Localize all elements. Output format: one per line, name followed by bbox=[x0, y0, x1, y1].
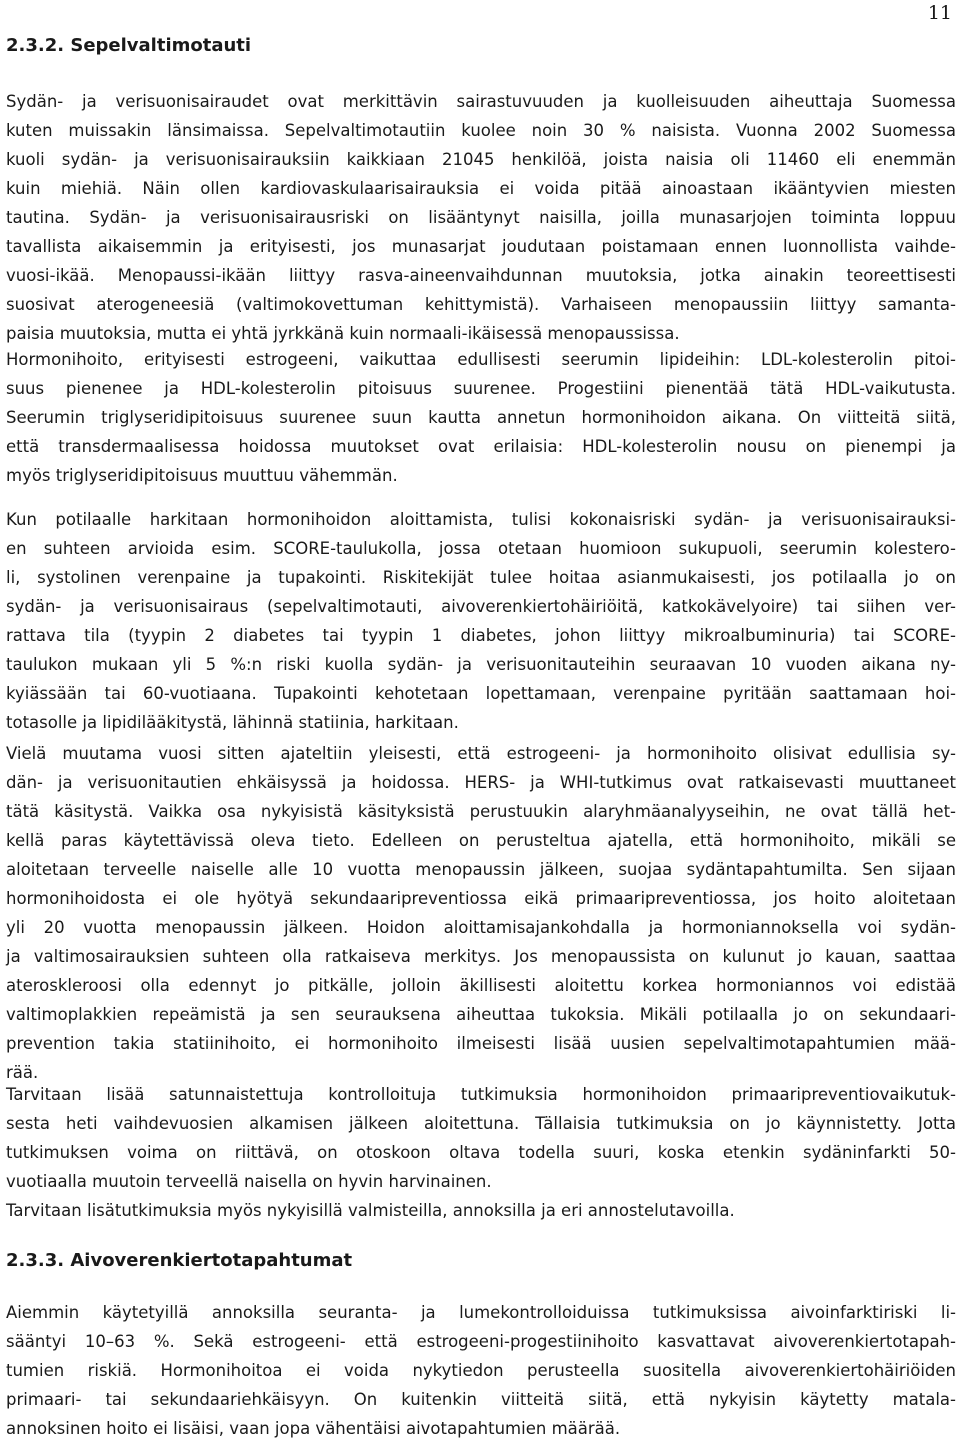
text-line: Aiemmin käytetyillä annoksilla seuranta- ja lumekontrolloiduissa tutkimuksissa aivoinfarktiriski li- bbox=[6, 1303, 956, 1322]
text-line: taulukon mukaan yli 5 %:n riski kuolla sydän- ja verisuonitauteihin seuraavan 10 vuoden aikana ny- bbox=[6, 655, 956, 674]
text-line: tumien riskiä. Hormonihoitoa ei voida nykytiedon perusteella suositella aivoverenkiertohäiriöiden bbox=[6, 1361, 956, 1380]
text-line: tutkimuksen voima on riittävä, on otoskoon oltava todella suuri, koska etenkin sydäninfarkti 50- bbox=[6, 1143, 956, 1162]
text-line: rattava tila (tyypin 2 diabetes tai tyypin 1 diabetes, johon liittyy mikroalbuminuria) tai SCORE- bbox=[6, 626, 956, 645]
text-line: annoksinen hoito ei lisäisi, vaan jopa vähentäisi aivotapahtumien määrää. bbox=[6, 1419, 621, 1438]
text-line: kellä paras käytettävissä oleva tieto. Edelleen on perusteltua ajatella, että hormonihoito, mikäli se bbox=[6, 831, 956, 850]
text-line: Tarvitaan lisää satunnaistettuja kontrolloituja tutkimuksia hormonihoidon primaaripreventiovaikutuk- bbox=[6, 1085, 956, 1104]
text-line: ateroskleroosi olla edennyt jo pitkälle, jolloin äkillisesti aloitettu korkea hormoniannos voi edistää bbox=[6, 976, 956, 995]
text-line: että transdermaalisessa hoidossa muutokset ovat erilaisia: HDL-kolesterolin nousu on pienempi ja bbox=[6, 437, 956, 456]
text-line: sääntyi 10–63 %. Sekä estrogeeni- että estrogeeni-progestiinihoito kasvattavat aivoverenkiertotapah- bbox=[6, 1332, 956, 1351]
text-line: sydän- ja verisuonisairaus (sepelvaltimotauti, aivoverenkiertohäiriöitä, katkokävelyoire) tai siihen ver- bbox=[6, 597, 956, 616]
text-line: prevention takia statiinihoito, ei hormonihoito ilmeisesti lisää uusien sepelvaltimotapahtumien mää- bbox=[6, 1034, 956, 1053]
text-line: Kun potilaalle harkitaan hormonihoidon aloittamista, tulisi kokonaisriski sydän- ja verisuonisairauksi- bbox=[6, 510, 956, 529]
text-line: myös triglyseridipitoisuus muuttuu vähemmän. bbox=[6, 466, 398, 485]
text-line: vuosi-ikää. Menopaussi-ikään liittyy rasva-aineenvaihdunnan muutoksia, jotka ainakin teoreettisesti bbox=[6, 266, 956, 285]
section-heading-sepelvaltimotauti: 2.3.2. Sepelvaltimotauti bbox=[6, 35, 252, 56]
text-line: li, systolinen verenpaine ja tupakointi. Riskitekijät tulee hoitaa asianmukaisesti, jos potilaalla jo on bbox=[6, 568, 956, 587]
text-line: hormonihoidosta ei ole hyötyä sekundaaripreventiossa eikä primaaripreventiossa, jos hoito aloitetaan bbox=[6, 889, 956, 908]
text-line: suus pienenee ja HDL-kolesterolin pitoisuus suurenee. Progestiini pienentää tätä HDL-vaikutusta. bbox=[6, 379, 956, 398]
paragraph bbox=[6, 505, 956, 737]
text-line: vuotiaalla muutoin terveellä naisella on hyvin harvinainen. bbox=[6, 1172, 492, 1191]
text-line: totasolle ja lipidilääkitystä, lähinnä statiinia, harkitaan. bbox=[6, 713, 459, 732]
text-line: sesta heti vaihdevuosien alkamisen jälkeen aloitettuna. Tällaisia tutkimuksia on jo käynnistetty. Jotta bbox=[6, 1114, 956, 1133]
text-line: tautina. Sydän- ja verisuonisairausriski on lisääntynyt naisilla, joilla munasarjojen toiminta loppuu bbox=[6, 208, 956, 227]
paragraph bbox=[6, 1298, 956, 1443]
text-line: en suhteen arvioida esim. SCORE-taulukolla, jossa otetaan huomioon sukupuoli, seerumin kolestero- bbox=[6, 539, 956, 558]
text-line: kyiässään tai 60-vuotiaana. Tupakointi kehotetaan lopettamaan, verenpaine pyritään saattamaan hoi- bbox=[6, 684, 956, 703]
text-line: ja valtimosairauksien suhteen olla ratkaiseva merkitys. Jos menopaussista on kulunut jo kauan, saattaa bbox=[6, 947, 956, 966]
text-line: Sydän- ja verisuonisairaudet ovat merkittävin sairastuvuuden ja kuolleisuuden aiheuttaja Suomessa bbox=[6, 92, 956, 111]
paragraph bbox=[6, 87, 956, 348]
paragraph bbox=[6, 1080, 956, 1225]
text-line: Hormonihoito, erityisesti estrogeeni, vaikuttaa edullisesti seerumin lipideihin: LDL-kolesterolin pitoi- bbox=[6, 350, 956, 369]
text-line: kuoli sydän- ja verisuonisairauksiin kaikkiaan 21045 henkilöä, joista naisia oli 11460 eli enemmän bbox=[6, 150, 956, 169]
text-line: primaari- tai sekundaariehkäisyyn. On kuitenkin viitteitä siitä, että nykyisin käytetty matala- bbox=[6, 1390, 956, 1409]
page-number: 11 bbox=[927, 2, 952, 24]
text-line: tätä käsitystä. Vaikka osa nykyisistä käsityksistä perustuukin alaryhmäanalyyseihin, ne ovat tällä het- bbox=[6, 802, 956, 821]
text-line: kuten muissakin länsimaissa. Sepelvaltimotautiin kuolee noin 30 % naisista. Vuonna 2002 Suomessa bbox=[6, 121, 956, 140]
text-line: aloitetaan terveelle naiselle alle 10 vuotta menopaussin jälkeen, suojaa sydäntapahtumilta. Sen sijaan bbox=[6, 860, 956, 879]
text-line: paisia muutoksia, mutta ei yhtä jyrkkänä kuin normaali-ikäisessä menopaussissa. bbox=[6, 324, 680, 343]
text-line: suosivat aterogeneesiä (valtimokovettuman kehittymistä). Varhaiseen menopaussiin liittyy samanta- bbox=[6, 295, 956, 314]
text-line: rää. bbox=[6, 1063, 39, 1082]
text-line: yli 20 vuotta menopaussin jälkeen. Hoidon aloittamisajankohdalla ja hormoniannoksella voi sydän- bbox=[6, 918, 956, 937]
section-heading-aivoverenkiertotapahtumat: 2.3.3. Aivoverenkiertotapahtumat bbox=[6, 1250, 353, 1271]
text-line: Seerumin triglyseridipitoisuus suurenee suun kautta annetun hormonihoidon aikana. On viitteitä siitä, bbox=[6, 408, 956, 427]
text-line: dän- ja verisuonitautien ehkäisyssä ja hoidossa. HERS- ja WHI-tutkimus ovat ratkaisevasti muuttaneet bbox=[6, 773, 956, 792]
paragraph bbox=[6, 345, 956, 490]
paragraph bbox=[6, 739, 956, 1087]
text-line: Tarvitaan lisätutkimuksia myös nykyisillä valmisteilla, annoksilla ja eri annostelutavoilla. bbox=[6, 1201, 735, 1220]
text-line: Vielä muutama vuosi sitten ajateltiin yleisesti, että estrogeeni- ja hormonihoito olisivat edullisia sy- bbox=[6, 744, 956, 763]
text-line: tavallista aikaisemmin ja erityisesti, jos munasarjat joudutaan poistamaan ennen luonnollista vaihde- bbox=[6, 237, 956, 256]
text-line: valtimoplakkien repeämistä ja sen seurauksena aiheuttaa tukoksia. Mikäli potilaalla jo on sekundaari- bbox=[6, 1005, 956, 1024]
text-line: kuin miehiä. Näin ollen kardiovaskulaarisairauksia ei voida pitää ainoastaan ikääntyvien miesten bbox=[6, 179, 956, 198]
